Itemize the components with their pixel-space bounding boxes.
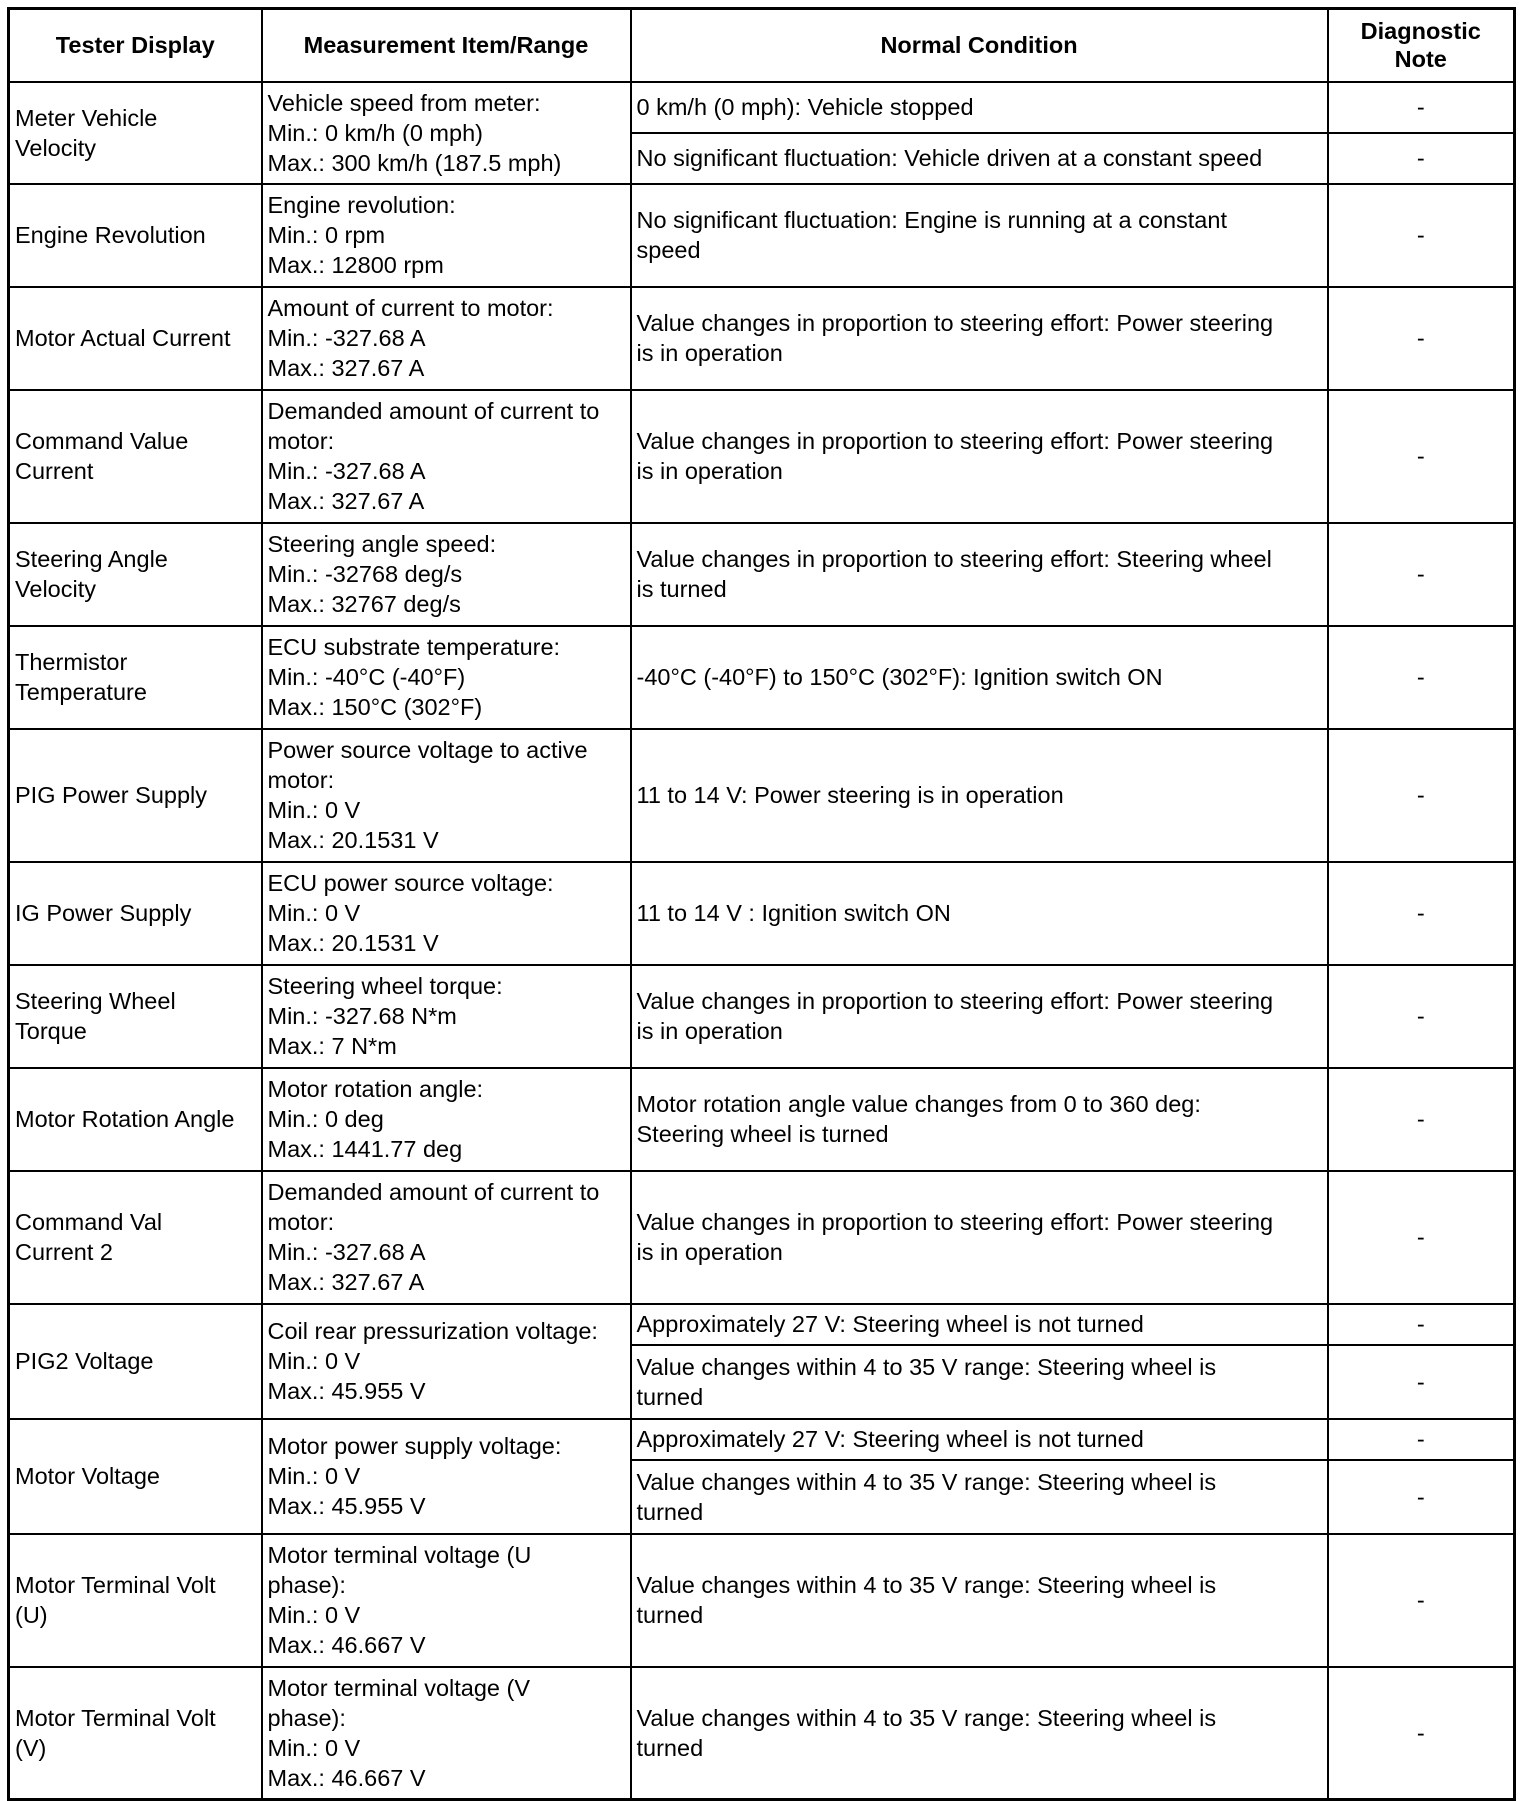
cell-tester-display — [9, 1419, 262, 1534]
measurement-range-line: phase): — [267, 1572, 346, 1598]
cell-normal-condition — [631, 1667, 1328, 1800]
normal-condition-line: Value changes in proportion to steering effort: Power steering — [636, 428, 1274, 454]
header-normal-condition: Normal Condition — [631, 9, 1328, 82]
cell-diagnostic-note: - — [1328, 184, 1515, 287]
cell-normal-condition — [631, 287, 1328, 390]
header-diagnostic-note — [1328, 9, 1515, 82]
cell-measurement-range — [262, 184, 631, 287]
table-header — [9, 9, 1515, 82]
measurement-range-line: motor: — [267, 428, 335, 454]
tester-display-line: Motor Voltage — [15, 1463, 161, 1489]
normal-condition-line: Steering wheel is turned — [636, 1121, 889, 1147]
cell-diagnostic-note: - — [1328, 1171, 1515, 1304]
normal-condition-line: is in operation — [636, 458, 783, 484]
data-list-table — [7, 7, 1516, 1801]
cell-measurement-range — [262, 1304, 631, 1419]
table-row — [9, 82, 1515, 133]
table-row — [9, 729, 1515, 862]
tester-display-line: Command Value — [15, 428, 189, 454]
tester-display-line: Motor Rotation Angle — [15, 1106, 235, 1132]
table-row — [9, 523, 1515, 626]
cell-diagnostic-note: - — [1328, 1534, 1515, 1667]
normal-condition-line: No significant fluctuation: Vehicle driven at a constant speed — [636, 145, 1263, 171]
measurement-range-line: Max.: 45.955 V — [267, 1378, 426, 1404]
table-row — [9, 287, 1515, 390]
tester-display-line: PIG2 Voltage — [15, 1348, 154, 1374]
normal-condition-line: Value changes within 4 to 35 V range: Steering wheel is — [636, 1353, 1217, 1380]
table-row — [9, 390, 1515, 523]
cell-diagnostic-note: - — [1328, 862, 1515, 965]
cell-measurement-range — [262, 862, 631, 965]
cell-diagnostic-note: - — [1328, 1667, 1515, 1800]
cell-normal-condition — [631, 1534, 1328, 1667]
measurement-range-line: Min.: 0 km/h (0 mph) — [267, 119, 483, 146]
cell-measurement-range — [262, 965, 631, 1068]
measurement-range-line: Steering wheel torque: — [267, 973, 503, 999]
measurement-range-line: Demanded amount of current to — [267, 1179, 600, 1205]
cell-tester-display — [9, 965, 262, 1068]
table-row — [9, 1667, 1515, 1800]
cell-normal-condition — [631, 1304, 1328, 1345]
cell-measurement-range — [262, 729, 631, 862]
cell-measurement-range — [262, 1667, 631, 1800]
cell-measurement-range — [262, 390, 631, 523]
measurement-range-line: Min.: -327.68 N*m — [267, 1003, 457, 1029]
cell-diagnostic-note: - — [1328, 390, 1515, 523]
cell-normal-condition — [631, 390, 1328, 523]
measurement-range-line: Min.: 0 rpm — [267, 222, 386, 248]
normal-condition-line: turned — [636, 1602, 704, 1628]
cell-measurement-range — [262, 523, 631, 626]
tester-display-line: Velocity — [15, 134, 96, 161]
table-row — [9, 862, 1515, 965]
measurement-range-line: Min.: -327.68 A — [267, 1239, 426, 1265]
measurement-range-line: Max.: 12800 rpm — [267, 252, 444, 278]
tester-display-line: Motor Actual Current — [15, 325, 231, 351]
tester-display-line: Velocity — [15, 576, 96, 602]
measurement-range-line: Min.: 0 V — [267, 1602, 361, 1628]
tester-display-line: Current 2 — [15, 1239, 113, 1265]
measurement-range-line: Max.: 45.955 V — [267, 1493, 426, 1519]
cell-tester-display — [9, 82, 262, 184]
measurement-range-line: ECU substrate temperature: — [267, 634, 561, 660]
measurement-range-line: Min.: 0 V — [267, 1734, 361, 1761]
measurement-range-line: Motor power supply voltage: — [267, 1433, 562, 1459]
normal-condition-line: turned — [636, 1383, 704, 1410]
normal-condition-line: is turned — [636, 576, 727, 602]
cell-normal-condition — [631, 1419, 1328, 1460]
measurement-range-line: Motor rotation angle: — [267, 1076, 484, 1102]
measurement-range-line: Coil rear pressurization voltage: — [267, 1318, 598, 1344]
cell-normal-condition — [631, 1171, 1328, 1304]
measurement-range-line: Vehicle speed from meter: — [267, 89, 541, 116]
measurement-range-line: Max.: 327.67 A — [267, 355, 425, 381]
table-row — [9, 1304, 1515, 1345]
measurement-range-line: Max.: 300 km/h (187.5 mph) — [267, 149, 562, 176]
cell-diagnostic-note: - — [1328, 1304, 1515, 1345]
tester-display-line: Engine Revolution — [15, 222, 206, 248]
table-row — [9, 965, 1515, 1068]
cell-normal-condition — [631, 1068, 1328, 1171]
normal-condition-line: 0 km/h (0 mph): Vehicle stopped — [636, 94, 974, 120]
normal-condition-line: Value changes within 4 to 35 V range: Steering wheel is — [636, 1704, 1217, 1731]
measurement-range-line: Max.: 327.67 A — [267, 488, 425, 514]
measurement-range-line: Steering angle speed: — [267, 531, 497, 557]
cell-diagnostic-note: - — [1328, 965, 1515, 1068]
measurement-range-line: Engine revolution: — [267, 192, 456, 218]
normal-condition-line: Value changes within 4 to 35 V range: Steering wheel is — [636, 1468, 1217, 1495]
cell-tester-display — [9, 729, 262, 862]
table-row — [9, 1171, 1515, 1304]
cell-normal-condition — [631, 82, 1328, 133]
measurement-range-line: Motor terminal voltage (V — [267, 1674, 531, 1701]
normal-condition-line: turned — [636, 1734, 704, 1761]
cell-tester-display — [9, 626, 262, 729]
cell-measurement-range — [262, 1068, 631, 1171]
normal-condition-line: Value changes in proportion to steering effort: Power steering — [636, 988, 1274, 1014]
measurement-range-line: Min.: -32768 deg/s — [267, 561, 463, 587]
tester-display-line: Steering Wheel — [15, 988, 176, 1014]
tester-display-line: (V) — [15, 1734, 47, 1761]
measurement-range-line: Amount of current to motor: — [267, 295, 554, 321]
cell-tester-display — [9, 287, 262, 390]
normal-condition-line: is in operation — [636, 340, 783, 366]
cell-normal-condition — [631, 862, 1328, 965]
measurement-range-line: Max.: 46.667 V — [267, 1764, 426, 1791]
normal-condition-line: Value changes within 4 to 35 V range: Steering wheel is — [636, 1572, 1217, 1598]
normal-condition-line: is in operation — [636, 1239, 783, 1265]
measurement-range-line: Power source voltage to active — [267, 737, 588, 763]
cell-diagnostic-note: - — [1328, 133, 1515, 184]
header-diagnostic-note-text: Diagnostic Note — [1360, 18, 1481, 73]
normal-condition-line: turned — [636, 1498, 704, 1525]
cell-normal-condition — [631, 965, 1328, 1068]
measurement-range-line: Min.: 0 V — [267, 797, 361, 823]
table-row — [9, 626, 1515, 729]
tester-display-line: Current — [15, 458, 94, 484]
cell-diagnostic-note: - — [1328, 523, 1515, 626]
measurement-range-line: Max.: 46.667 V — [267, 1632, 426, 1658]
cell-normal-condition — [631, 184, 1328, 287]
measurement-range-line: Min.: -327.68 A — [267, 325, 426, 351]
cell-diagnostic-note: - — [1328, 729, 1515, 862]
normal-condition-line: Value changes in proportion to steering effort: Power steering — [636, 310, 1274, 336]
tester-display-line: Steering Angle — [15, 546, 168, 572]
tester-display-line: Torque — [15, 1018, 87, 1044]
measurement-range-line: Min.: 0 V — [267, 1348, 361, 1374]
normal-condition-line: Value changes in proportion to steering effort: Steering wheel — [636, 546, 1272, 572]
measurement-range-line: Min.: 0 deg — [267, 1106, 384, 1132]
normal-condition-line: Value changes in proportion to steering effort: Power steering — [636, 1209, 1274, 1235]
tester-display-line: Motor Terminal Volt — [15, 1572, 216, 1598]
cell-diagnostic-note: - — [1328, 1460, 1515, 1534]
measurement-range-line: phase): — [267, 1704, 346, 1731]
table-row — [9, 1068, 1515, 1171]
measurement-range-line: motor: — [267, 1209, 335, 1235]
measurement-range-line: Max.: 20.1531 V — [267, 827, 439, 853]
cell-measurement-range — [262, 1534, 631, 1667]
tester-display-line: Command Val — [15, 1209, 163, 1235]
measurement-range-line: Max.: 327.67 A — [267, 1269, 425, 1295]
tester-display-line: IG Power Supply — [15, 900, 192, 926]
measurement-range-line: Min.: -40°C (-40°F) — [267, 664, 466, 690]
tester-display-line: PIG Power Supply — [15, 782, 208, 808]
cell-normal-condition — [631, 1345, 1328, 1419]
table-row — [9, 184, 1515, 287]
cell-measurement-range — [262, 82, 631, 184]
table-row — [9, 1419, 1515, 1460]
measurement-range-line: Max.: 20.1531 V — [267, 930, 439, 956]
header-row — [9, 9, 1515, 82]
measurement-range-line: Max.: 32767 deg/s — [267, 591, 461, 617]
cell-diagnostic-note: - — [1328, 1068, 1515, 1171]
measurement-range-line: ECU power source voltage: — [267, 870, 554, 896]
measurement-range-line: Demanded amount of current to — [267, 398, 600, 424]
cell-tester-display — [9, 862, 262, 965]
normal-condition-line: speed — [636, 237, 701, 263]
measurement-range-line: Max.: 150°C (302°F) — [267, 694, 483, 720]
cell-tester-display — [9, 1304, 262, 1419]
cell-measurement-range — [262, 287, 631, 390]
cell-tester-display — [9, 184, 262, 287]
measurement-range-line: Max.: 1441.77 deg — [267, 1136, 463, 1162]
measurement-range-line: Min.: 0 V — [267, 1463, 361, 1489]
table-row — [9, 1534, 1515, 1667]
cell-tester-display — [9, 1534, 262, 1667]
normal-condition-line: Approximately 27 V: Steering wheel is not turned — [636, 1311, 1144, 1337]
cell-tester-display — [9, 523, 262, 626]
measurement-range-line: Max.: 7 N*m — [267, 1033, 397, 1059]
normal-condition-line: 11 to 14 V : Ignition switch ON — [636, 900, 951, 926]
tester-display-line: Thermistor — [15, 649, 128, 675]
tester-display-line: Motor Terminal Volt — [15, 1704, 216, 1731]
tester-display-line: Temperature — [15, 679, 147, 705]
header-tester-display: Tester Display — [9, 9, 262, 82]
cell-measurement-range — [262, 626, 631, 729]
measurement-range-line: motor: — [267, 767, 335, 793]
cell-normal-condition — [631, 626, 1328, 729]
normal-condition-line: No significant fluctuation: Engine is running at a constant — [636, 207, 1227, 233]
cell-diagnostic-note: - — [1328, 1345, 1515, 1419]
cell-measurement-range — [262, 1419, 631, 1534]
cell-normal-condition — [631, 729, 1328, 862]
measurement-range-line: Min.: 0 V — [267, 900, 361, 926]
cell-diagnostic-note: - — [1328, 287, 1515, 390]
normal-condition-line: Approximately 27 V: Steering wheel is not turned — [636, 1426, 1144, 1452]
cell-normal-condition — [631, 1460, 1328, 1534]
table-body — [9, 82, 1515, 1800]
header-measurement-item-range: Measurement Item/Range — [262, 9, 631, 82]
cell-tester-display — [9, 1068, 262, 1171]
normal-condition-line: 11 to 14 V: Power steering is in operation — [636, 782, 1064, 808]
normal-condition-line: is in operation — [636, 1018, 783, 1044]
measurement-range-line: Motor terminal voltage (U — [267, 1542, 532, 1568]
cell-measurement-range — [262, 1171, 631, 1304]
cell-tester-display — [9, 390, 262, 523]
cell-normal-condition — [631, 523, 1328, 626]
cell-tester-display — [9, 1171, 262, 1304]
tester-display-line: (U) — [15, 1602, 48, 1628]
normal-condition-line: Motor rotation angle value changes from 0 to 360 deg: — [636, 1091, 1201, 1117]
data-list-table-container — [7, 7, 1513, 1801]
measurement-range-line: Min.: -327.68 A — [267, 458, 426, 484]
normal-condition-line: -40°C (-40°F) to 150°C (302°F): Ignition switch ON — [636, 664, 1163, 690]
cell-normal-condition — [631, 133, 1328, 184]
cell-diagnostic-note: - — [1328, 1419, 1515, 1460]
tester-display-line: Meter Vehicle — [15, 104, 158, 131]
cell-diagnostic-note: - — [1328, 626, 1515, 729]
cell-diagnostic-note: - — [1328, 82, 1515, 133]
cell-tester-display — [9, 1667, 262, 1800]
